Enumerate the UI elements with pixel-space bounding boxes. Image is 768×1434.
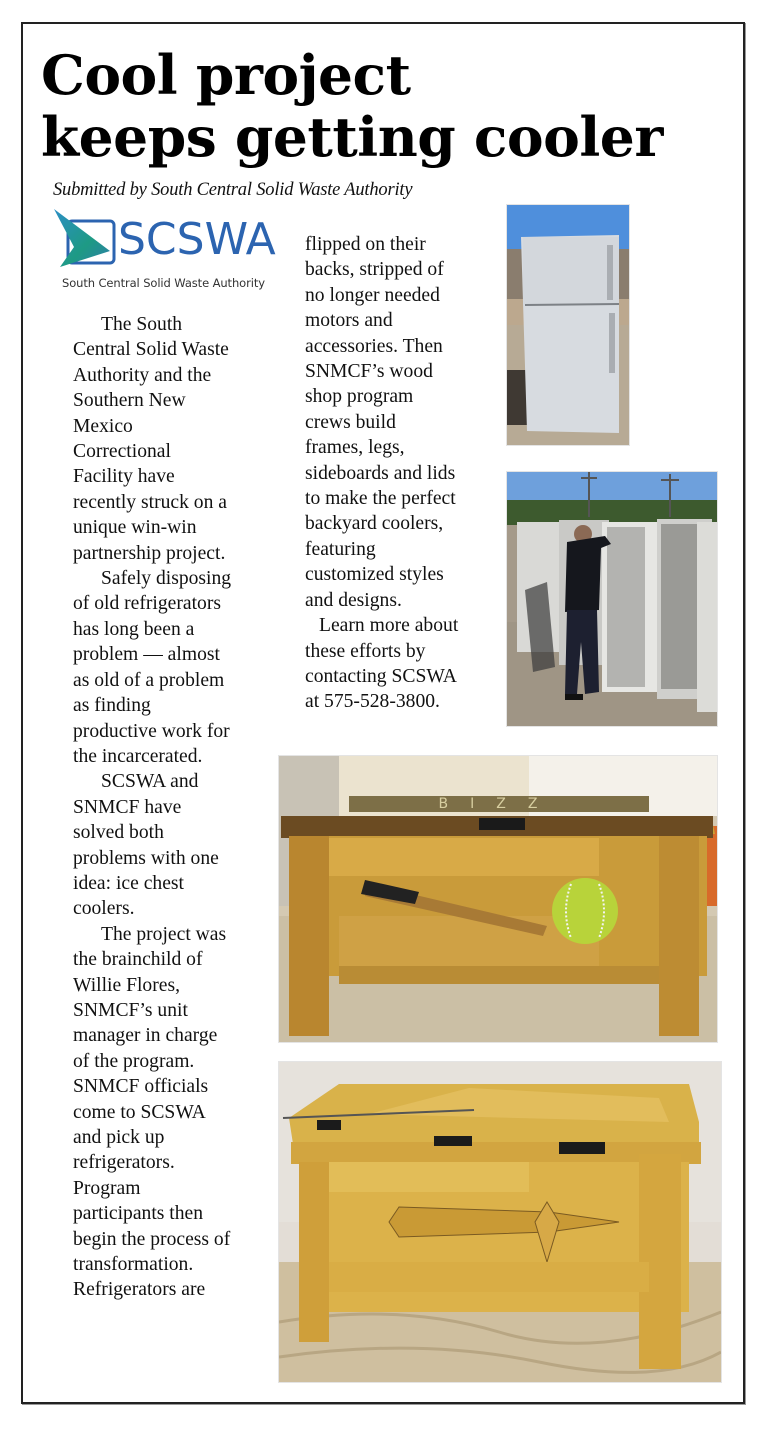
body-text-line: featuring xyxy=(305,538,376,560)
headline-line-1: Cool project xyxy=(41,43,411,107)
body-text-line: as finding xyxy=(73,695,151,717)
body-text-line: solved both xyxy=(73,822,164,844)
scswa-arrow-logo-icon xyxy=(52,207,118,269)
body-text-line: SNMCF’s wood xyxy=(305,361,433,383)
body-text-line: and pick up xyxy=(73,1127,165,1148)
body-text-line: manager in charge xyxy=(73,1025,218,1047)
body-text-line: backyard coolers, xyxy=(305,513,444,535)
body-text-line: frames, legs, xyxy=(305,437,405,459)
body-text-line: Correctional xyxy=(73,441,171,463)
refrigerator-lot-image xyxy=(507,472,717,726)
logo-wordmark: SCSWA xyxy=(118,214,276,265)
body-text-line: to make the perfect xyxy=(305,488,456,510)
refrigerator-image xyxy=(507,205,629,445)
star-cooler-image xyxy=(279,1062,721,1382)
body-text-line: participants then xyxy=(73,1203,204,1225)
body-text-line: Refrigerators are xyxy=(73,1279,206,1301)
body-text-line: SNMCF’s unit xyxy=(73,999,188,1021)
body-text-line: motors and xyxy=(305,310,393,332)
body-text-line: of old refrigerators xyxy=(73,593,221,615)
body-text-line: SNMCF officials xyxy=(73,1076,209,1098)
body-text-line: at 575-528-3800. xyxy=(305,691,440,713)
body-text-line: unique win-win xyxy=(73,517,197,539)
body-text-line: Central Solid Waste xyxy=(73,339,229,361)
photo-refrigerator-lot xyxy=(506,471,718,727)
body-text-line: SCSWA and xyxy=(101,771,199,793)
body-text-line: Learn more about xyxy=(319,615,459,637)
body-text-line: The South xyxy=(101,314,183,335)
photo-baseball-cooler xyxy=(278,755,718,1043)
headline-line-2: keeps getting cooler xyxy=(41,105,663,169)
body-text-line: flipped on their xyxy=(305,234,426,255)
body-text-line: productive work for xyxy=(73,720,230,742)
scswa-logo xyxy=(52,207,277,295)
body-text-line: has long been a xyxy=(73,618,195,640)
body-text-line: Program xyxy=(73,1177,141,1199)
body-text-line: Mexico xyxy=(73,415,133,437)
body-text-line: customized styles xyxy=(305,564,444,586)
body-text-line: the incarcerated. xyxy=(73,745,203,767)
body-text-line: Willie Flores, xyxy=(73,974,180,996)
cooler-lid-text: BIZZ xyxy=(438,796,560,812)
body-text-line: as old of a problem xyxy=(73,669,225,691)
body-text-line: Authority and the xyxy=(73,364,212,386)
body-text-line: come to SCSWA xyxy=(73,1101,206,1123)
body-text-line: Southern New xyxy=(73,390,186,412)
body-column-left xyxy=(73,312,263,1303)
body-text-line: transformation. xyxy=(73,1254,194,1276)
body-text-line: and designs. xyxy=(305,589,402,611)
body-text-line: refrigerators. xyxy=(73,1152,175,1174)
photo-star-cooler xyxy=(278,1061,722,1383)
body-text-line: Facility have xyxy=(73,466,175,488)
byline: Submitted by South Central Solid Waste Authority xyxy=(53,180,413,200)
body-text-line: partnership project. xyxy=(73,542,226,564)
body-text-line: of the program. xyxy=(73,1050,195,1072)
headline xyxy=(41,44,663,168)
body-text-line: problems with one xyxy=(73,847,219,869)
baseball-cooler-image xyxy=(279,756,717,1042)
body-text-line: shop program xyxy=(305,386,414,408)
photo-refrigerator xyxy=(506,204,630,446)
body-text-line: problem — almost xyxy=(73,644,220,666)
body-text-line: the brainchild of xyxy=(73,949,203,971)
body-text-line: accessories. Then xyxy=(305,335,443,357)
body-text-line: crews build xyxy=(305,411,396,433)
body-text-line: idea: ice chest xyxy=(73,872,184,894)
body-text-line: contacting SCSWA xyxy=(305,665,457,687)
body-text-line: Safely disposing xyxy=(101,568,232,590)
body-text-line: SNMCF have xyxy=(73,796,182,818)
body-text-line: The project was xyxy=(101,923,227,945)
body-column-middle xyxy=(305,232,495,715)
logo-subtitle: South Central Solid Waste Authority xyxy=(62,276,265,290)
body-text-line: sideboards and lids xyxy=(305,462,456,484)
body-text-line: begin the process of xyxy=(73,1228,231,1250)
body-text-line: coolers. xyxy=(73,898,135,920)
body-text-line: recently struck on a xyxy=(73,491,227,513)
body-text-line: backs, stripped of xyxy=(305,259,444,281)
body-text-line: these efforts by xyxy=(305,640,426,662)
body-text-line: no longer needed xyxy=(305,284,440,306)
